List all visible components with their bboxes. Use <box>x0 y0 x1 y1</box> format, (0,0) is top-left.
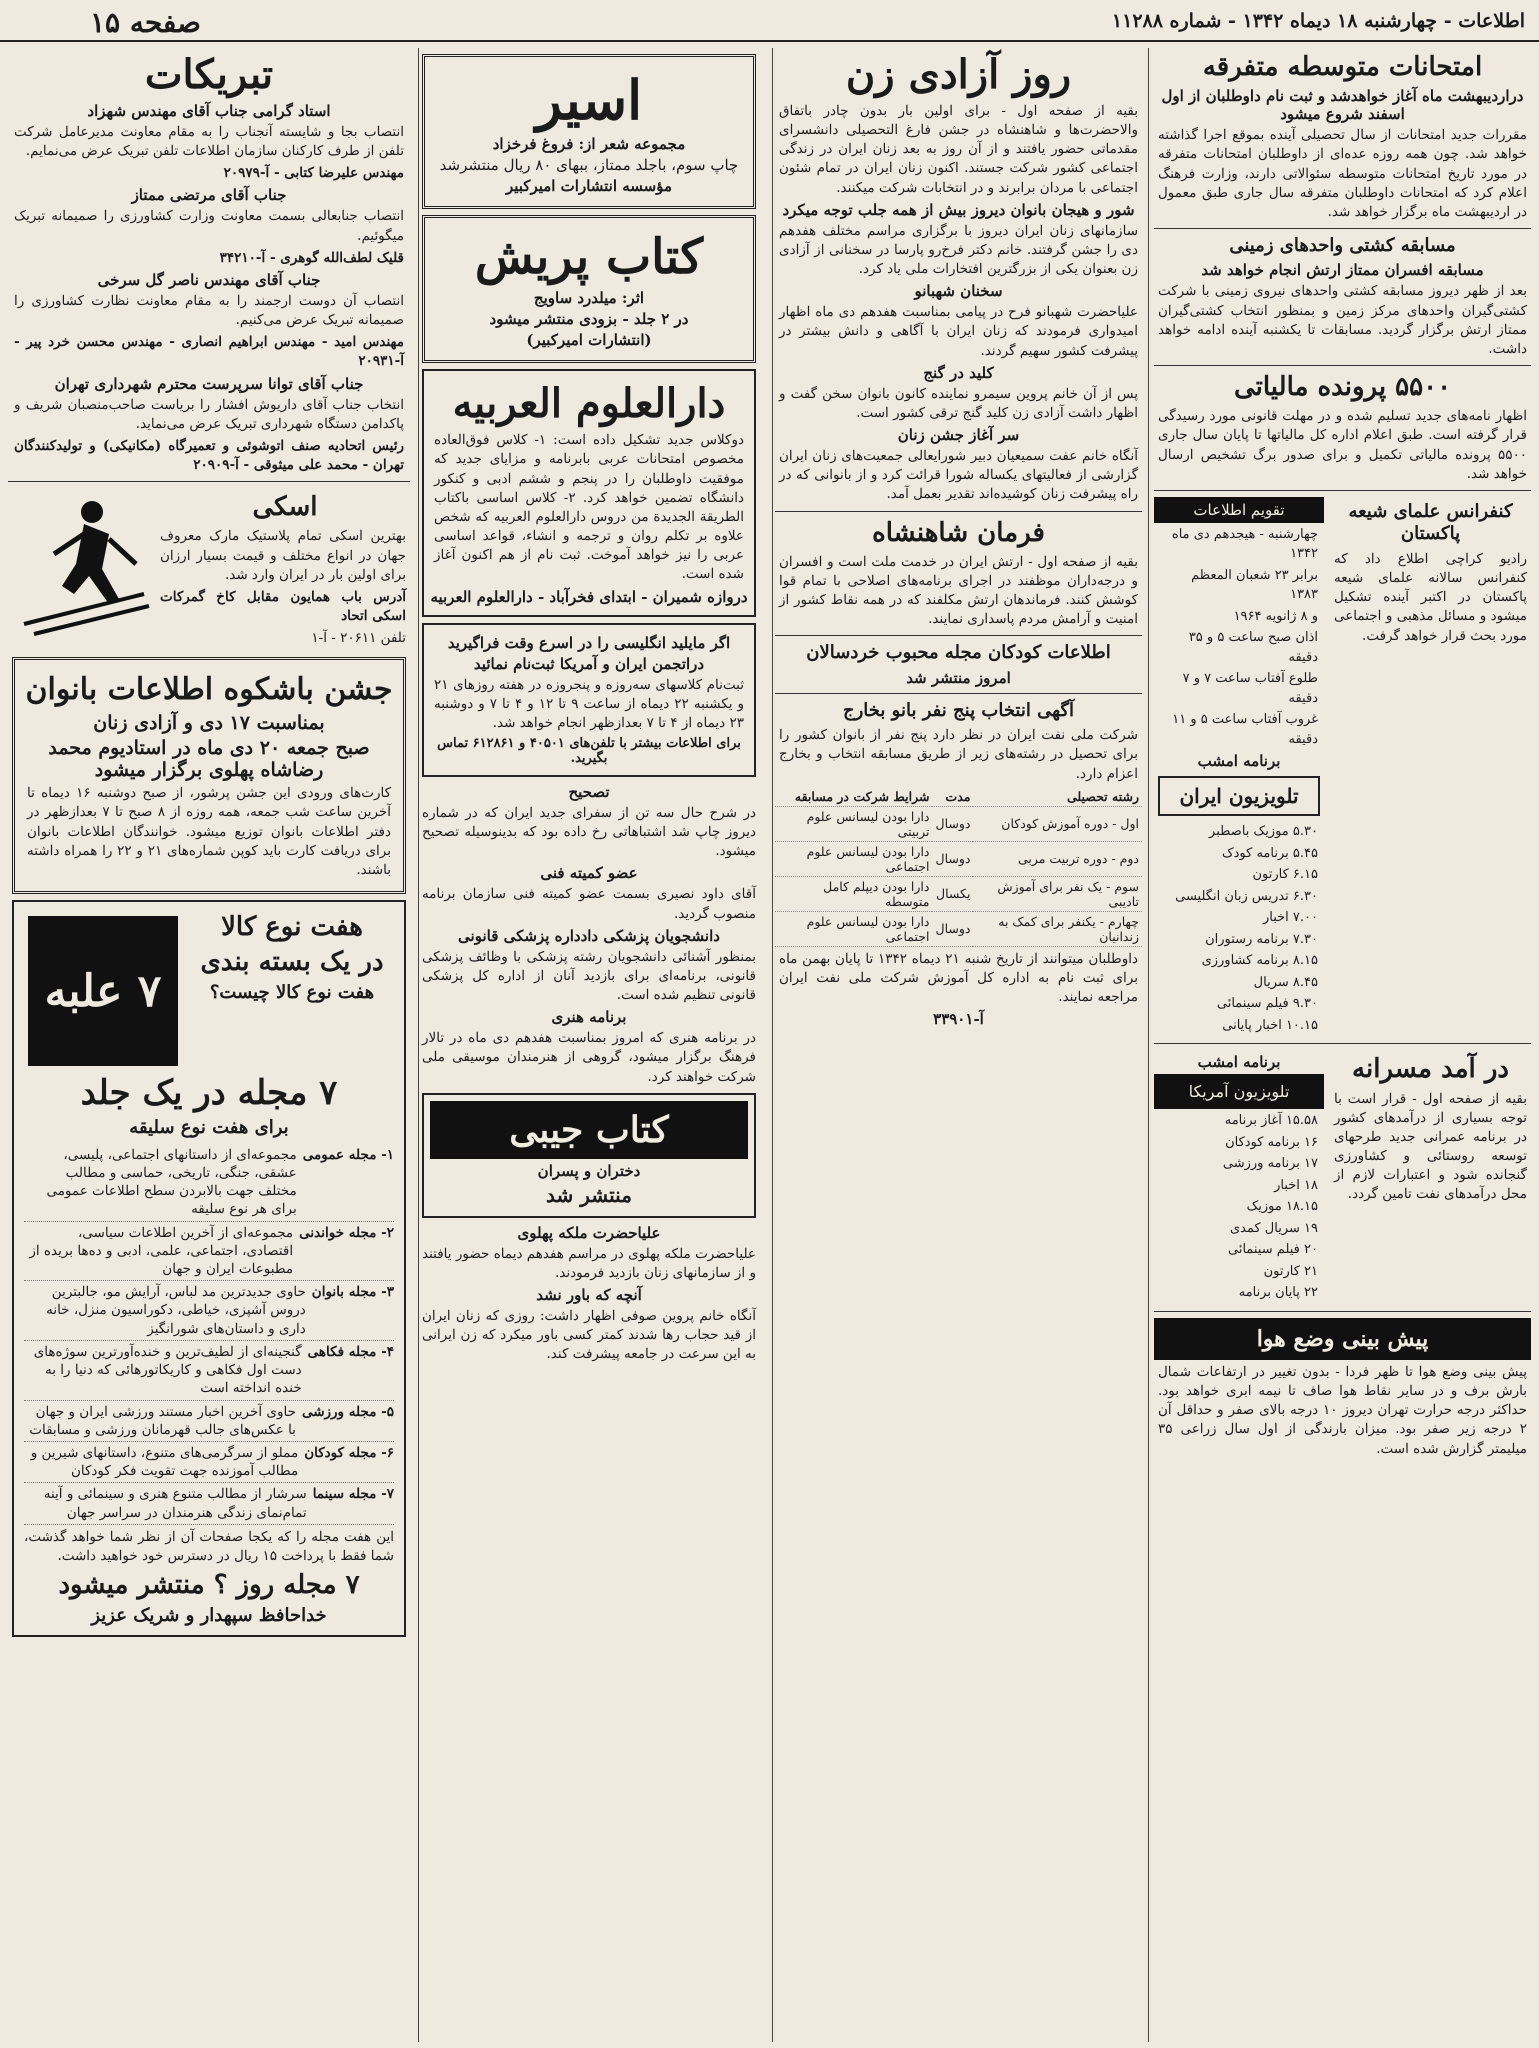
seven-mag-logo: ۷ علبه <box>28 916 178 1066</box>
concert-headline: برنامه هنری <box>551 1008 627 1027</box>
med-students-body: بمنظور آشنائی دانشجویان رشته پزشکی با وظائف پزشکی قانونی، برنامه‌ای برای بازدید آنان از اداره کل پزشکی قانونی تنظیم شده است. <box>422 948 756 1004</box>
conference-body: رادیو کراچی اطلاع داد که کنفرانس سالانه علمای شیعه پاکستان در اکتبر آینده تشکیل میشود و مسائل مذهبی و اجتماعی مورد بحث قرار خواهد گرفت. <box>1334 550 1527 644</box>
parish-ad <box>422 215 756 363</box>
tv2-item: ۱۶ برنامه کودکان <box>1225 1134 1318 1150</box>
list-item-key: ۷- مجله سینما <box>312 1486 394 1503</box>
wrestling-headline: مسابقه کشتی واحدهای زمینی <box>1229 234 1456 256</box>
list-item-value: مجموعه‌ای از آخرین اطلاعات سیاسی، اقتصادی، اجتماعی، علمی، ادبی و ده‌ها بریده از مطبوعات ایران و جهان <box>29 1224 294 1277</box>
ski-phone: تلفن ۲۰۶۱۱ - آ-۱ <box>311 630 406 647</box>
table-cell: دوسال <box>932 841 973 876</box>
thanks-entry-sign: مهندس علیرضا کتابی - آ-۲۰۹۷۹ <box>223 165 404 182</box>
exams-headline: امتحانات متوسطه متفرقه <box>1202 52 1483 82</box>
seven-mag-ad <box>12 900 406 1637</box>
calendar-line: اذان صبح ساعت ۵ و ۳۵ دقیقه <box>1188 630 1318 665</box>
tv2-item: ۱۷ برنامه ورزشی <box>1222 1156 1318 1172</box>
tv1-item: ۵.۳۰ موزیک باصطبر <box>1209 824 1318 840</box>
women-day-body3: علیاحضرت شهبانو فرح در پیامی بمناسبت هفدهم دی ماه اظهار امیدواری فرمودند که زنان ایران با آگاهی و دانش بیشتر در پیشرفت کشور سهیم گردند. <box>779 304 1138 359</box>
list-item-key: ۱- مجله عمومی <box>302 1146 394 1163</box>
weather-headline: پیش بینی وضع هوا <box>1154 1318 1531 1360</box>
pocket-status: منتشر شد <box>546 1182 632 1207</box>
wrestling-lead: مسابقه افسران ممتاز ارتش انجام خواهد شد <box>1201 261 1484 280</box>
seven-mag-list <box>24 1144 394 1525</box>
list-item-key: ۵- مجله ورزشی <box>301 1403 394 1420</box>
list-item <box>24 1401 394 1442</box>
tv2-item: ۱۸ اخبار <box>1274 1177 1318 1193</box>
seven-mag-h5: برای هفت نوع سلیقه <box>129 1117 289 1139</box>
list-item-value: حاوی جدیدترین مد لباس، آرایش مو، جالبترین دروس آشپزی، خیاطی، دکوراسیون منزل، خانه داری و داستان‌های شورانگیز <box>46 1284 306 1337</box>
scholarship-headline: آگهی انتخاب پنج نفر بانو بخارج <box>842 699 1075 721</box>
list-item-value: سرشار از مطالب متنوع هنری و سینمائی و آینه تمام‌نمای زندگی هنرمندان در سراسر جهان <box>43 1486 307 1521</box>
calendar-line: برابر ۲۳ شعبان المعظم ۱۳۸۳ <box>1191 567 1318 603</box>
tv1-item: ۱۰.۱۵ اخبار پایانی <box>1222 1017 1318 1033</box>
med-students-headline: دانشجویان پزشکی دادداره پزشکی قانونی <box>458 926 720 945</box>
english-body: ثبت‌نام کلاسهای سه‌روزه و پنجروزه در هفته روزهای ۲۱ و یکشنبه ۲۲ دیماه از ساعت ۹ تا ۱۲ و ۴ تا ۷ و دوشنبه ۲۳ دیماه از ۴ تا ۷ بعدازظهر انجام خواهد شد. <box>434 676 745 731</box>
seven-mag-sign: خداحافظ سپهدار و شریک عزیز <box>91 1605 327 1627</box>
list-item <box>24 1341 394 1401</box>
skier-icon <box>14 494 154 644</box>
scholarship-table <box>775 787 1142 947</box>
thanks-entry-head: جناب آقای مهندس ناصر گل سرخی <box>97 270 321 289</box>
seven-mag-h1: هفت نوع کالا <box>221 912 363 943</box>
table-cell: چهارم - یکنفر برای کمک به زندانیان <box>973 911 1142 946</box>
weather-body: پیش بینی وضع هوا تا ظهر فردا - بدون تغییر در ارتفاعات شمال بارش برف و در سایر نقاط هوا صاف تا نیمه ابری خواهد بود. حداکثر درجه حرارت تهران دیروز ۱۰ درجه بالای صفر و حداقل آن ۲ درجه زیر صفر بود. میزان بارندگی از اول سال زراعی ۳۵ میلیمتر گزارش شده است. <box>1158 1363 1527 1457</box>
calendar-line: چهارشنبه - هیجدهم دی ماه ۱۳۴۲ <box>1171 526 1318 562</box>
committee-body: آقای داود نصیری بسمت عضو کمیته فنی سازمان برنامه منصوب گردید. <box>422 886 756 922</box>
tv1-item: ۶.۳۰ تدریس زبان انگلیسی <box>1175 888 1318 904</box>
jubilee-body: کارت‌های ورودی این جشن پرشور، از صبح دوشنبه ۱۶ دیماه تا آخرین ساعت شب جمعه، همه روزه از ۸ صبح تا ۷ بعدازظهر در دفتر اطلاعات بانوان توزیع میشود. خوانندگان اطلاعات بانوان برای دریافت کارت باید کوپن شماره‌های ۲۱ و ۲۲ را همراه داشته باشند. <box>27 785 392 878</box>
daralolum-ad <box>422 369 756 616</box>
tv1-item: ۶.۱۵ کارتون <box>1252 867 1318 883</box>
tv1-item: ۸.۴۵ سریال <box>1253 974 1318 990</box>
women-day-sub2: سخنان شهبانو <box>914 282 1003 301</box>
daralolum-address: دروازه شمیران - ابتدای فخرآباد - دارالعلوم العربیه <box>430 587 748 606</box>
income-headline: در آمد مسرانه <box>1352 1054 1509 1085</box>
tv2-item: ۱۹ سریال کمدی <box>1229 1220 1318 1236</box>
calendar-line: غروب آفتاب ساعت ۵ و ۱۱ دقیقه <box>1172 712 1318 747</box>
corrections-headline: تصحیح <box>568 783 610 801</box>
calendar-line: و ۸ ژانویه ۱۹۶۴ <box>1233 608 1318 624</box>
corrections-body: در شرح حال سه تن از سفرای جدید ایران که در شماره دیروز چاپ شد اشتباهاتی رخ داده بود که بدینوسیله تصحیح میشود. <box>422 805 756 860</box>
tv2-item: ۱۵.۵۸ آغاز برنامه <box>1224 1113 1318 1129</box>
tax-body: اظهار نامه‌های جدید تسلیم شده و در مهلت قانونی مورد رسیدگی قرار گرفته است. طبق اعلام اداره کل مالیاتها تا پایان سال جاری ۵۵۰۰ پرونده مالیاتی تکمیل و برای صدور برگ تشخیص ارسال خواهد شد. <box>1158 408 1527 482</box>
calendar-box <box>1154 497 1324 1038</box>
list-item <box>24 1281 394 1341</box>
ski-ad <box>8 488 410 651</box>
tv2-item: ۱۸.۱۵ موزیک <box>1246 1199 1318 1215</box>
table-cell: دارا بودن لیسانس علوم اجتماعی <box>775 841 932 876</box>
tv2-item: ۲۲ پایان برنامه <box>1238 1285 1318 1301</box>
women-day-sub3: کلید در گنج <box>923 363 994 382</box>
daralolum-title: دارالعلوم العربیه <box>452 380 726 428</box>
list-item <box>24 1222 394 1282</box>
parish-line3: (انتشارات امیرکبیر) <box>526 331 652 350</box>
pocket-book-ad <box>422 1093 756 1218</box>
column-right <box>1154 48 1531 2042</box>
tv1-item: ۵.۴۵ برنامه کودک <box>1222 845 1318 861</box>
exams-lead: دراردیبهشت ماه آغاز خواهدشد و ثبت نام داوطلبان از اول اسفند شروع میشود <box>1161 87 1524 124</box>
list-item-value: مملو از سرگرمی‌های متنوع، داستانهای شیرین و مطالب آموزنده جهت تقویت فکر کودکان <box>30 1444 299 1480</box>
newspaper-header <box>0 0 1539 42</box>
seven-mag-h3: هفت نوع کالا چیست؟ <box>209 982 375 1004</box>
pocket-tag: دختران و پسران <box>537 1161 641 1180</box>
women-day-body5: آنگاه خانم عفت سمیعیان دبیر شورایعالی جمعیت‌های زنان ایران گزارشی از فعالیتهای یکساله شورا قرائت کرد و از بانوانی که در راه پیشرفت زنان کوشیده‌اند تقدیر بعمل آمد. <box>779 448 1138 503</box>
tv2-item: ۲۱ کارتون <box>1263 1263 1318 1279</box>
list-item-key: ۲- مجله خواندنی <box>299 1224 394 1241</box>
committee-headline: عضو کمیته فنی <box>540 864 638 883</box>
tv2-item: ۲۰ فیلم سینمائی <box>1228 1242 1318 1258</box>
decree-body: بقیه از صفحه اول - ارتش ایران در خدمت ملت است و افسران و درجه‌داران موظفند در اجرای برنامه‌های اصلاحی با تمام قوا کوشش کنند. فرماندهان ارتش مکلفند که در همه نقاط کشور از امنیت و آرامش مردم پاسداری نمایند. <box>779 553 1138 628</box>
tv2-logo: تلویزیون آمریکا <box>1154 1074 1324 1109</box>
income-body: بقیه از صفحه اول - قرار است با توجه بسیاری از درآمدهای کشور در برنامه عمرانی جدید طرحهای توسعه روستائی و کشاورزی گنجانده شود و اعتبارات لازم از محل درآمدهای نفت تامین گردد. <box>1334 1090 1527 1203</box>
list-item-value: مجموعه‌ای از داستانهای اجتماعی، پلیسی، عشقی، جنگی، تاریخی، حماسی و مطالب مختلف جهت بالابردن سطح اطلاعات عمومی برای هر نوع سلیقه <box>46 1146 297 1218</box>
column-center-right <box>775 48 1142 2042</box>
table-header: رشته تحصیلی <box>973 787 1142 807</box>
thanks-entry-sign: رئیس اتحادیه صنف اتوشوئی و تعمیرگاه (مکانیکی) و تولیدکنندگان تهران - محمد علی میثوقی - آ-۲۰۹۰۹ <box>14 437 404 474</box>
thanks-section <box>8 52 410 475</box>
thanks-entry-sign: مهندس امید - مهندس ابراهیم انصاری - مهندس محسن خرد پیر - آ-۲۰۹۳۱ <box>14 334 404 370</box>
thanks-entry-head: جناب آقای مرتضی ممتاز <box>131 186 287 205</box>
jubilee-sub: بمناسبت ۱۷ دی و آزادی زنان <box>93 712 325 735</box>
daralolum-body: دوکلاس جدید تشکیل داده است: ۱- کلاس فوق‌العاده مخصوص امتحانات عربی بابرنامه و مزایای جدید که موفقیت داوطلبان را در پنجم و ششم ادبی و کنکور دانشگاه تضمین خواهد کرد. ۲- کلاس اساسی باکتاب الطریقة الجدیدة من دروس دارالعلوم العربیه که شخص علاوه بر تکلم روان و ترجمه و انشاء، قواعد اساسی عربی را نیز خواهد آموخت. ثبت نام از هم اکنون آغاز شده است. <box>434 432 744 583</box>
women-day-headline: روز آزادی زن <box>845 51 1072 98</box>
asir-line2: چاپ سوم، باجلد ممتاز، ببهای ۸۰ ریال منتشرشد <box>439 156 739 175</box>
column-rule <box>772 48 773 2042</box>
asir-line1: مجموعه شعر از: فروغ فرخزاد <box>492 135 686 154</box>
table-cell: دوسال <box>932 911 973 946</box>
scholarship-footer: داوطلبان میتوانند از تاریخ شنبه ۲۱ دیماه ۱۳۴۲ تا پایان بهمن ماه برای ثبت نام به اداره کل آموزش شرکت ملی نفت ایران مراجعه نمایند. <box>779 950 1139 1006</box>
tax-headline: ۵۵۰۰ پرونده مالیاتی <box>1233 372 1452 403</box>
conference-headline: کنفرانس علمای شیعه پاکستان <box>1348 500 1513 545</box>
table-cell: دوم - دوره تربیت مربی <box>973 841 1142 876</box>
thanks-entry-text: انتصاب بجا و شایسته آنجناب را به مقام معاونت مدیرعامل شرکت تلفن از طرف کارکنان سازمان اطلاعات تلفن تبریک عرض می‌نمایم. <box>14 124 404 160</box>
seven-mag-h2: در یک بسته بندی <box>200 947 384 978</box>
decree-headline: فرمان شاهنشاه <box>872 517 1045 548</box>
jubilee-title: جشن باشکوه اطلاعات بانوان <box>25 672 393 708</box>
table-header-row <box>775 787 1142 807</box>
edition-line: اطلاعات - چهارشنبه ۱۸ دیماه ۱۳۴۲ - شماره ۱۱۲۸۸ <box>1111 10 1525 32</box>
column-left <box>8 48 410 2042</box>
seven-mag-release: ۷ مجله روز ؟ منتشر میشود <box>58 1570 360 1601</box>
jubilee-when: صبح جمعه ۲۰ دی ماه در استادیوم محمد رضاشاه پهلوی برگزار میشود <box>48 737 370 782</box>
ski-body: بهترین اسکی تمام پلاستیک مارک معروف جهان در انواع مختلف و قیمت بسیار ارزان برای اولین بار در ایران وارد شد. <box>160 528 406 583</box>
scholarship-body: شرکت ملی نفت ایران در نظر دارد پنج نفر از بانوان کشور را برای تحصیل در رشته‌های زیر از طریق مسابقه انتخاب و بخارج اعزام دارد. <box>779 727 1138 782</box>
list-item-value: حاوی آخرین اخبار مستند ورزشی ایران و جهان با عکس‌های جالب قهرمانان ورزشی و مسابقات <box>29 1403 296 1438</box>
parish-line1: اثر: میلدرد ساویج <box>533 289 645 308</box>
table-row <box>775 876 1142 911</box>
thanks-entry-text: انتخاب جناب آقای داریوش افشار را بریاست صاحب‌منصبان شریف و پاکدامن دستگاه شهرداری تبریک عرض می‌نماید. <box>14 396 404 432</box>
tv1-logo: تلویزیون ایران <box>1158 776 1320 816</box>
asir-title: اسیر <box>535 68 643 132</box>
concert-body: در برنامه هنری که امروز بمناسبت هفدهم دی ماه در تالار فرهنگ برگزار میشود، گروهی از هنرمندان موسیقی ملی شرکت خواهند کرد. <box>422 1030 756 1085</box>
table-cell: دوسال <box>932 806 973 841</box>
column-center-left <box>418 48 760 2042</box>
table-cell: دارا بودن دیپلم کامل متوسطه <box>775 876 932 911</box>
exams-body: مقررات جدید امتحانات از سال تحصیلی آینده بموقع اجرا گذاشته خواهد شد. چون همه روزه عده‌ای از داوطلبان امتحانات متفرقه در مورد تاریخ امتحانات متوسطه سئوالاتی دارند، وزارت فرهنگ اعلام کرد که امتحانات داوطلبان متفرقه سال جاری طبق معمول در اردیبهشت ماه برگزار خواهد شد. <box>1158 127 1527 220</box>
tv1-item: ۹.۳۰ فیلم سینمائی <box>1216 996 1318 1012</box>
pahlavi-body: علیاحضرت ملکه پهلوی در مراسم هفدهم دیماه حضور یافتند و از سازمانهای زنان بازدید فرمودند. <box>422 1245 756 1281</box>
table-cell: اول - دوره آموزش کودکان <box>973 806 1142 841</box>
asir-line3: مؤسسه انتشارات امیرکبیر <box>505 177 673 196</box>
table-cell: دارا بودن لیسانس علوم اجتماعی <box>775 911 932 946</box>
tv2-box <box>1154 1050 1324 1305</box>
column-rule <box>1148 48 1149 2042</box>
list-item-value: گنجینه‌ای از لطیف‌ترین و خنده‌آورترین سوژه‌های دست اول فکاهی و کاریکاتورهائی که دنیا را به خنده انداخته است <box>33 1343 302 1397</box>
wrestling-body: بعد از ظهر دیروز مسابقه کشتی واحدهای نیروی زمینی با شرکت کشتی‌گیران واحدهای مرکز زمین و بمنظور انتخاب کشتی‌گیران ممتاز ارتش برگزار گردید. مسابقات تا یکشنبه آینده ادامه خواهد داشت. <box>1158 283 1527 357</box>
list-item <box>24 1483 394 1524</box>
list-item-key: ۴- مجله فکاهی <box>307 1343 394 1360</box>
women-day-body4: پس از آن خانم پروین سیمرو نماینده کانون بانوان سخن گفت و اظهار داشت آزادی زن کلید گنج ترقی کشور است. <box>779 385 1138 421</box>
tv1-item: ۷.۳۰ برنامه رستوران <box>1205 931 1318 947</box>
table-cell: یکسال <box>932 876 973 911</box>
thanks-entry-sign: قلیک لطف‌الله گوهری - آ-۳۴۲۱۰ <box>219 249 404 266</box>
table-header: شرایط شرکت در مسابقه <box>775 787 932 807</box>
seven-mag-note: این هفت مجله را که یکجا صفحات آن از نظر شما خواهد گذشت، شما فقط با پرداخت ۱۵ ریال در دسترس خود خواهید داشت. <box>24 1528 394 1564</box>
english-sub: دراتجمن ایران و آمریکا ثبت‌نام نمائید <box>473 654 705 673</box>
women-day-sub4: سر آغاز جشن زنان <box>897 426 1020 445</box>
jubilee-ad <box>12 657 406 894</box>
english-phone: برای اطلاعات بیشتر با تلفن‌های ۴۰۵۰۱ و ۶۱۲۸۶۱ تماس بگیرید. <box>437 736 741 766</box>
list-item <box>24 1442 394 1483</box>
parish-line2: در ۲ جلد - بزودی منتشر میشود <box>489 310 689 329</box>
table-cell: دارا بودن لیسانس علوم تربیتی <box>775 806 932 841</box>
pocket-logo: کتاب جیبی <box>430 1101 748 1159</box>
tv1-item: ۸.۱۵ برنامه کشاورزی <box>1201 953 1318 969</box>
kids-mag-sub: امروز منتشر شد <box>906 668 1011 687</box>
list-item-key: ۶- مجله کودکان <box>304 1444 394 1461</box>
tv2-heading: برنامه امشب <box>1197 1053 1281 1072</box>
asir-ad <box>422 54 756 209</box>
calendar-title: تقویم اطلاعات <box>1154 497 1324 523</box>
belief-headline: آنچه که باور نشد <box>536 1286 642 1305</box>
table-row <box>775 806 1142 841</box>
women-day-body2: سازمانهای زنان ایران دیروز با برگزاری مراسم مختلف هفدهم دی را جشن گرفتند. خانم دکتر فرخ‌رو پارسا در سخنانی از آزادی زن بعنوان یکی از بزرگترین افتخارات ملی یاد کرد. <box>779 222 1138 278</box>
women-day-body: بقیه از صفحه اول - برای اولین بار بدون چادر باتفاق والاحضرت‌ها و شاهنشاه در جشن فارغ التحصیلی دانشسرای مقدماتی حضور یافتند و از آن روز به بعد زنان ایران در زندگی اجتماعی کشور شرکت جستند. اکنون زنان ایران در تمام شئون اجتماعی با مردان برابرند و در انتخابات شرکت میکنند. <box>779 103 1138 196</box>
belief-body: آنگاه خانم پروین صوفی اظهار داشت: روزی که زنان ایران از قید حجاب رها شدند کمتر کسی باور میکرد که زن ایرانی به این سرعت در جامعه پیشرفت کند. <box>422 1308 756 1363</box>
table-cell: سوم - یک نفر برای آموزش تادیبی <box>973 876 1142 911</box>
page-number: صفحه ۱۵ <box>90 6 201 39</box>
pahlavi-headline: علیاحضرت ملکه پهلوی <box>517 1223 661 1242</box>
table-header: مدت <box>932 787 973 807</box>
table-row <box>775 911 1142 946</box>
scholarship-code: آ-۳۳۹۰۱ <box>933 1010 984 1029</box>
seven-mag-h4: ۷ مجله در یک جلد <box>80 1073 338 1114</box>
list-item <box>24 1144 394 1222</box>
kids-mag-headline: اطلاعات کودکان مجله محبوب خردسالان <box>806 642 1111 664</box>
english-title: اگر مایلید انگلیسی را در اسرع وقت فراگیرید <box>447 633 731 652</box>
ski-address: آدرس باب همایون مقابل کاخ گمرکات اسکی اتحاد <box>160 588 406 624</box>
list-item-key: ۳- مجله بانوان <box>311 1284 394 1301</box>
women-day-sub1: شور و هیجان بانوان دیروز بیش از همه جلب توجه میکرد <box>782 200 1135 219</box>
thanks-entry-head: جناب آقای توانا سرپرست محترم شهرداری تهران <box>54 374 364 393</box>
table-row <box>775 841 1142 876</box>
tv1-heading: برنامه امشب <box>1197 752 1281 771</box>
calendar-line: طلوع آفتاب ساعت ۷ و ۷ دقیقه <box>1182 671 1318 706</box>
ski-title: اسکی <box>252 492 318 523</box>
parish-title: کتاب پریش <box>474 229 704 286</box>
thanks-entry-text: انتصاب آن دوست ارجمند را به مقام معاونت نظارت کشاورزی را صمیمانه تبریک عرض می‌کنیم. <box>14 292 404 329</box>
tv1-item: ۷.۰۰ اخبار <box>1262 910 1318 926</box>
thanks-entry-text: انتصاب جنابعالی بسمت معاونت وزارت کشاورزی را صمیمانه تبریک میگوئیم. <box>14 208 404 244</box>
thanks-headline: تبریکات <box>144 51 274 98</box>
english-ad <box>422 623 756 777</box>
thanks-entry-head: استاد گرامی جناب آقای مهندس شهزاد <box>87 102 331 120</box>
